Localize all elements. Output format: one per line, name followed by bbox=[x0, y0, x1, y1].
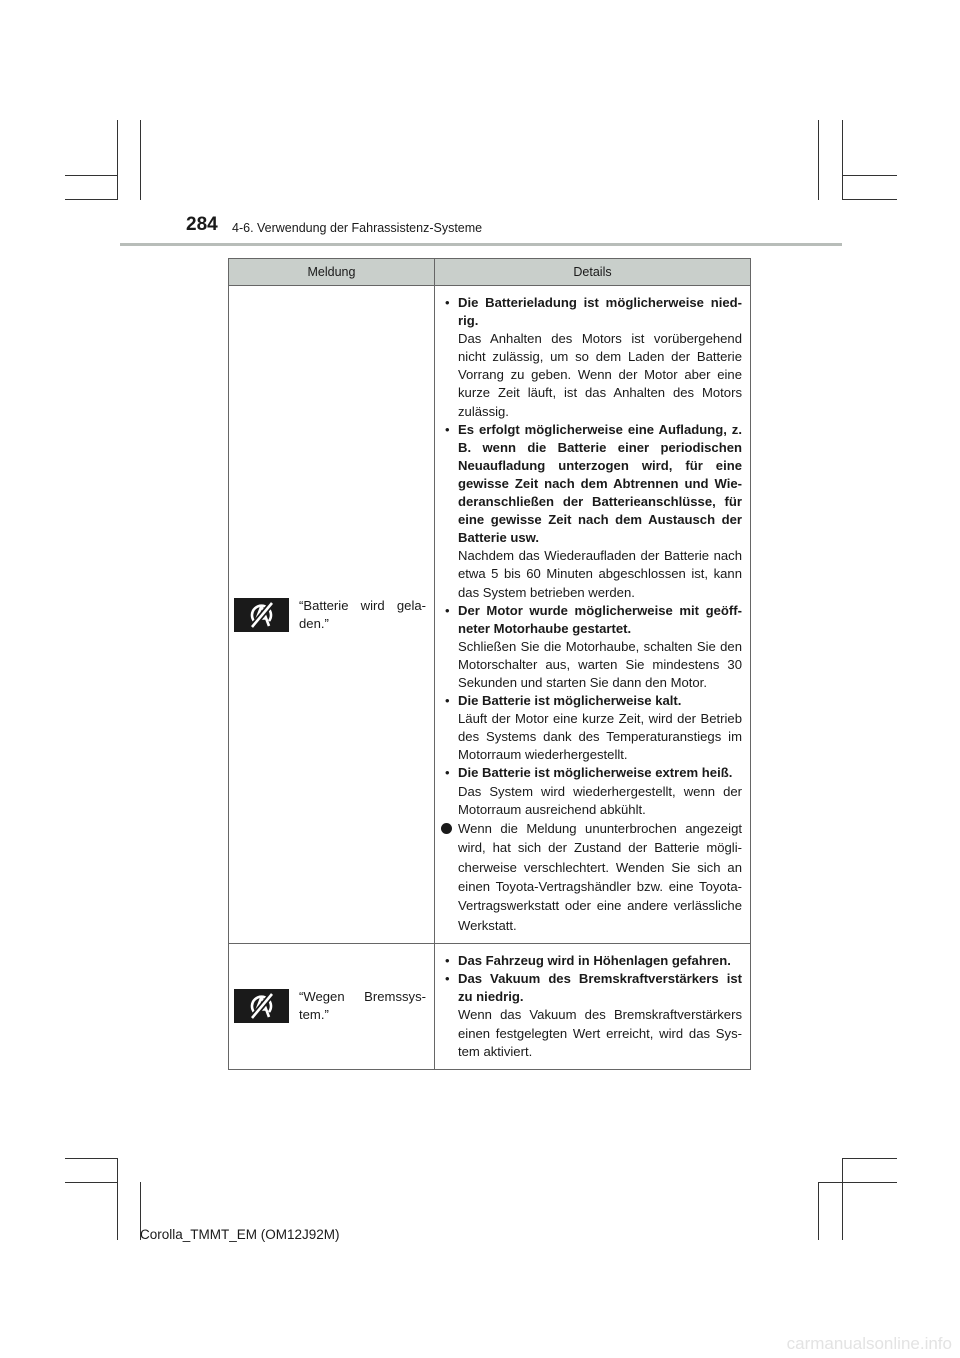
section-title: 4-6. Verwendung der Fahrassistenz-Systeme bbox=[232, 221, 483, 235]
crop-mark bbox=[842, 120, 843, 200]
crop-mark bbox=[818, 1182, 897, 1183]
bullet-list bbox=[441, 294, 742, 819]
crop-mark bbox=[65, 1182, 117, 1183]
bullet-title: • Es erfolgt möglicherweise eine Aufladung, z. B. wenn die Batterie einer periodischen Neuaufladung unterzogen wird, für eine gewisse Zeit nach dem Abtrennen und Wie-deranschließen der Batterieanschlüsse, für eine gewisse Zeit nach dem Austausch der Batterie usw. bbox=[458, 421, 742, 546]
bullet-title: • Die Batterie ist möglicherweise kalt. bbox=[458, 693, 682, 709]
details-cell bbox=[435, 286, 751, 944]
bullet-title: • Die Batterie ist möglicherweise extrem heiß. bbox=[458, 765, 733, 781]
bullet-text: Nachdem das Wiederaufladen der Batterie nach etwa 5 bis 60 Minuten abgeschlossen ist, kann das System betrieben werden. bbox=[458, 548, 742, 600]
table-header-row bbox=[229, 259, 751, 286]
system-warning-icon bbox=[234, 989, 289, 1023]
list-item bbox=[441, 764, 742, 818]
crop-mark bbox=[818, 1182, 819, 1240]
message-text: “Wegen Bremssys-tem.” bbox=[299, 989, 426, 1023]
list-item bbox=[441, 421, 742, 602]
list-item bbox=[441, 294, 742, 421]
crop-mark bbox=[65, 199, 117, 200]
list-item bbox=[441, 952, 742, 970]
bullet-text: Das System wird wiederhergestellt, wenn der Motorraum ausreichend abkühlt. bbox=[458, 783, 742, 817]
bullet-title: • Das Vakuum des Bremskraftverstärkers ist zu niedrig. bbox=[458, 971, 742, 1005]
list-item bbox=[441, 970, 742, 1060]
crop-mark bbox=[117, 1158, 118, 1240]
bullet-title: • Die Batterieladung ist möglicherweise nied-rig. bbox=[458, 295, 742, 329]
bullet-text: Schließen Sie die Motorhaube, schalten Sie den Motorschalter aus, warten Sie mindestens 30 Sekunden und starten Sie dann den Motor. bbox=[458, 638, 742, 690]
crop-mark bbox=[842, 175, 897, 176]
page-number: 284 bbox=[186, 214, 218, 235]
crop-mark bbox=[140, 120, 141, 200]
bullet-title: • Das Fahrzeug wird in Höhenlagen gefahren. bbox=[458, 953, 731, 969]
table-row bbox=[229, 944, 751, 1070]
document-code: Corolla_TMMT_EM (OM12J92M) bbox=[140, 1227, 340, 1242]
message-cell bbox=[229, 286, 435, 944]
message-table bbox=[228, 258, 751, 1070]
crop-mark bbox=[117, 120, 118, 200]
list-item bbox=[441, 602, 742, 692]
crop-mark bbox=[65, 1158, 117, 1159]
crop-mark bbox=[65, 175, 117, 176]
details-cell bbox=[435, 944, 751, 1070]
note-paragraph bbox=[441, 819, 742, 935]
column-header-meldung: Meldung bbox=[229, 259, 435, 286]
column-header-details: Details bbox=[435, 259, 751, 286]
bullet-text: Das Anhalten des Motors ist vorübergehend nicht zulässig, um so dem Laden der Batterie Vorrang zu geben. Wenn der Motor aber eine kurze Zeit läuft, ist das Anhalten des Motors zulässig. bbox=[458, 331, 742, 419]
crop-mark bbox=[842, 1158, 897, 1159]
note-text: Wenn die Meldung ununterbrochen angezeigt wird, hat sich der Zustand der Batterie mögli-cherweise verschlechtert. Wenden Sie sich an einen Toyota-Vertragshändler bzw. eine Toyota-Vertragswerkstatt oder eine andere verlässliche Werkstatt. bbox=[458, 820, 742, 933]
table-row bbox=[229, 286, 751, 944]
crop-mark bbox=[842, 1158, 843, 1240]
list-item bbox=[441, 692, 742, 764]
watermark: carmanualsonline.info bbox=[786, 1334, 952, 1353]
crop-mark bbox=[842, 199, 897, 200]
bullet-title: • Der Motor wurde möglicherweise mit geöff-neter Motorhaube gestartet. bbox=[458, 602, 742, 636]
crop-mark bbox=[818, 120, 819, 200]
message-cell bbox=[229, 944, 435, 1070]
bullet-list bbox=[441, 952, 742, 1061]
message-text: “Batterie wird gela-den.” bbox=[299, 597, 426, 631]
system-warning-icon bbox=[234, 598, 289, 632]
header-divider bbox=[120, 243, 842, 246]
circle-bullet-icon bbox=[441, 823, 452, 834]
bullet-text: Läuft der Motor eine kurze Zeit, wird der Betrieb des Systems dank des Temperaturanstiegs im Motorraum wiederhergestellt. bbox=[458, 711, 742, 763]
bullet-text: Wenn das Vakuum des Bremskraftverstärkers einen festgelegten Wert erreicht, wird das Sys-tem aktiviert. bbox=[458, 1007, 742, 1059]
